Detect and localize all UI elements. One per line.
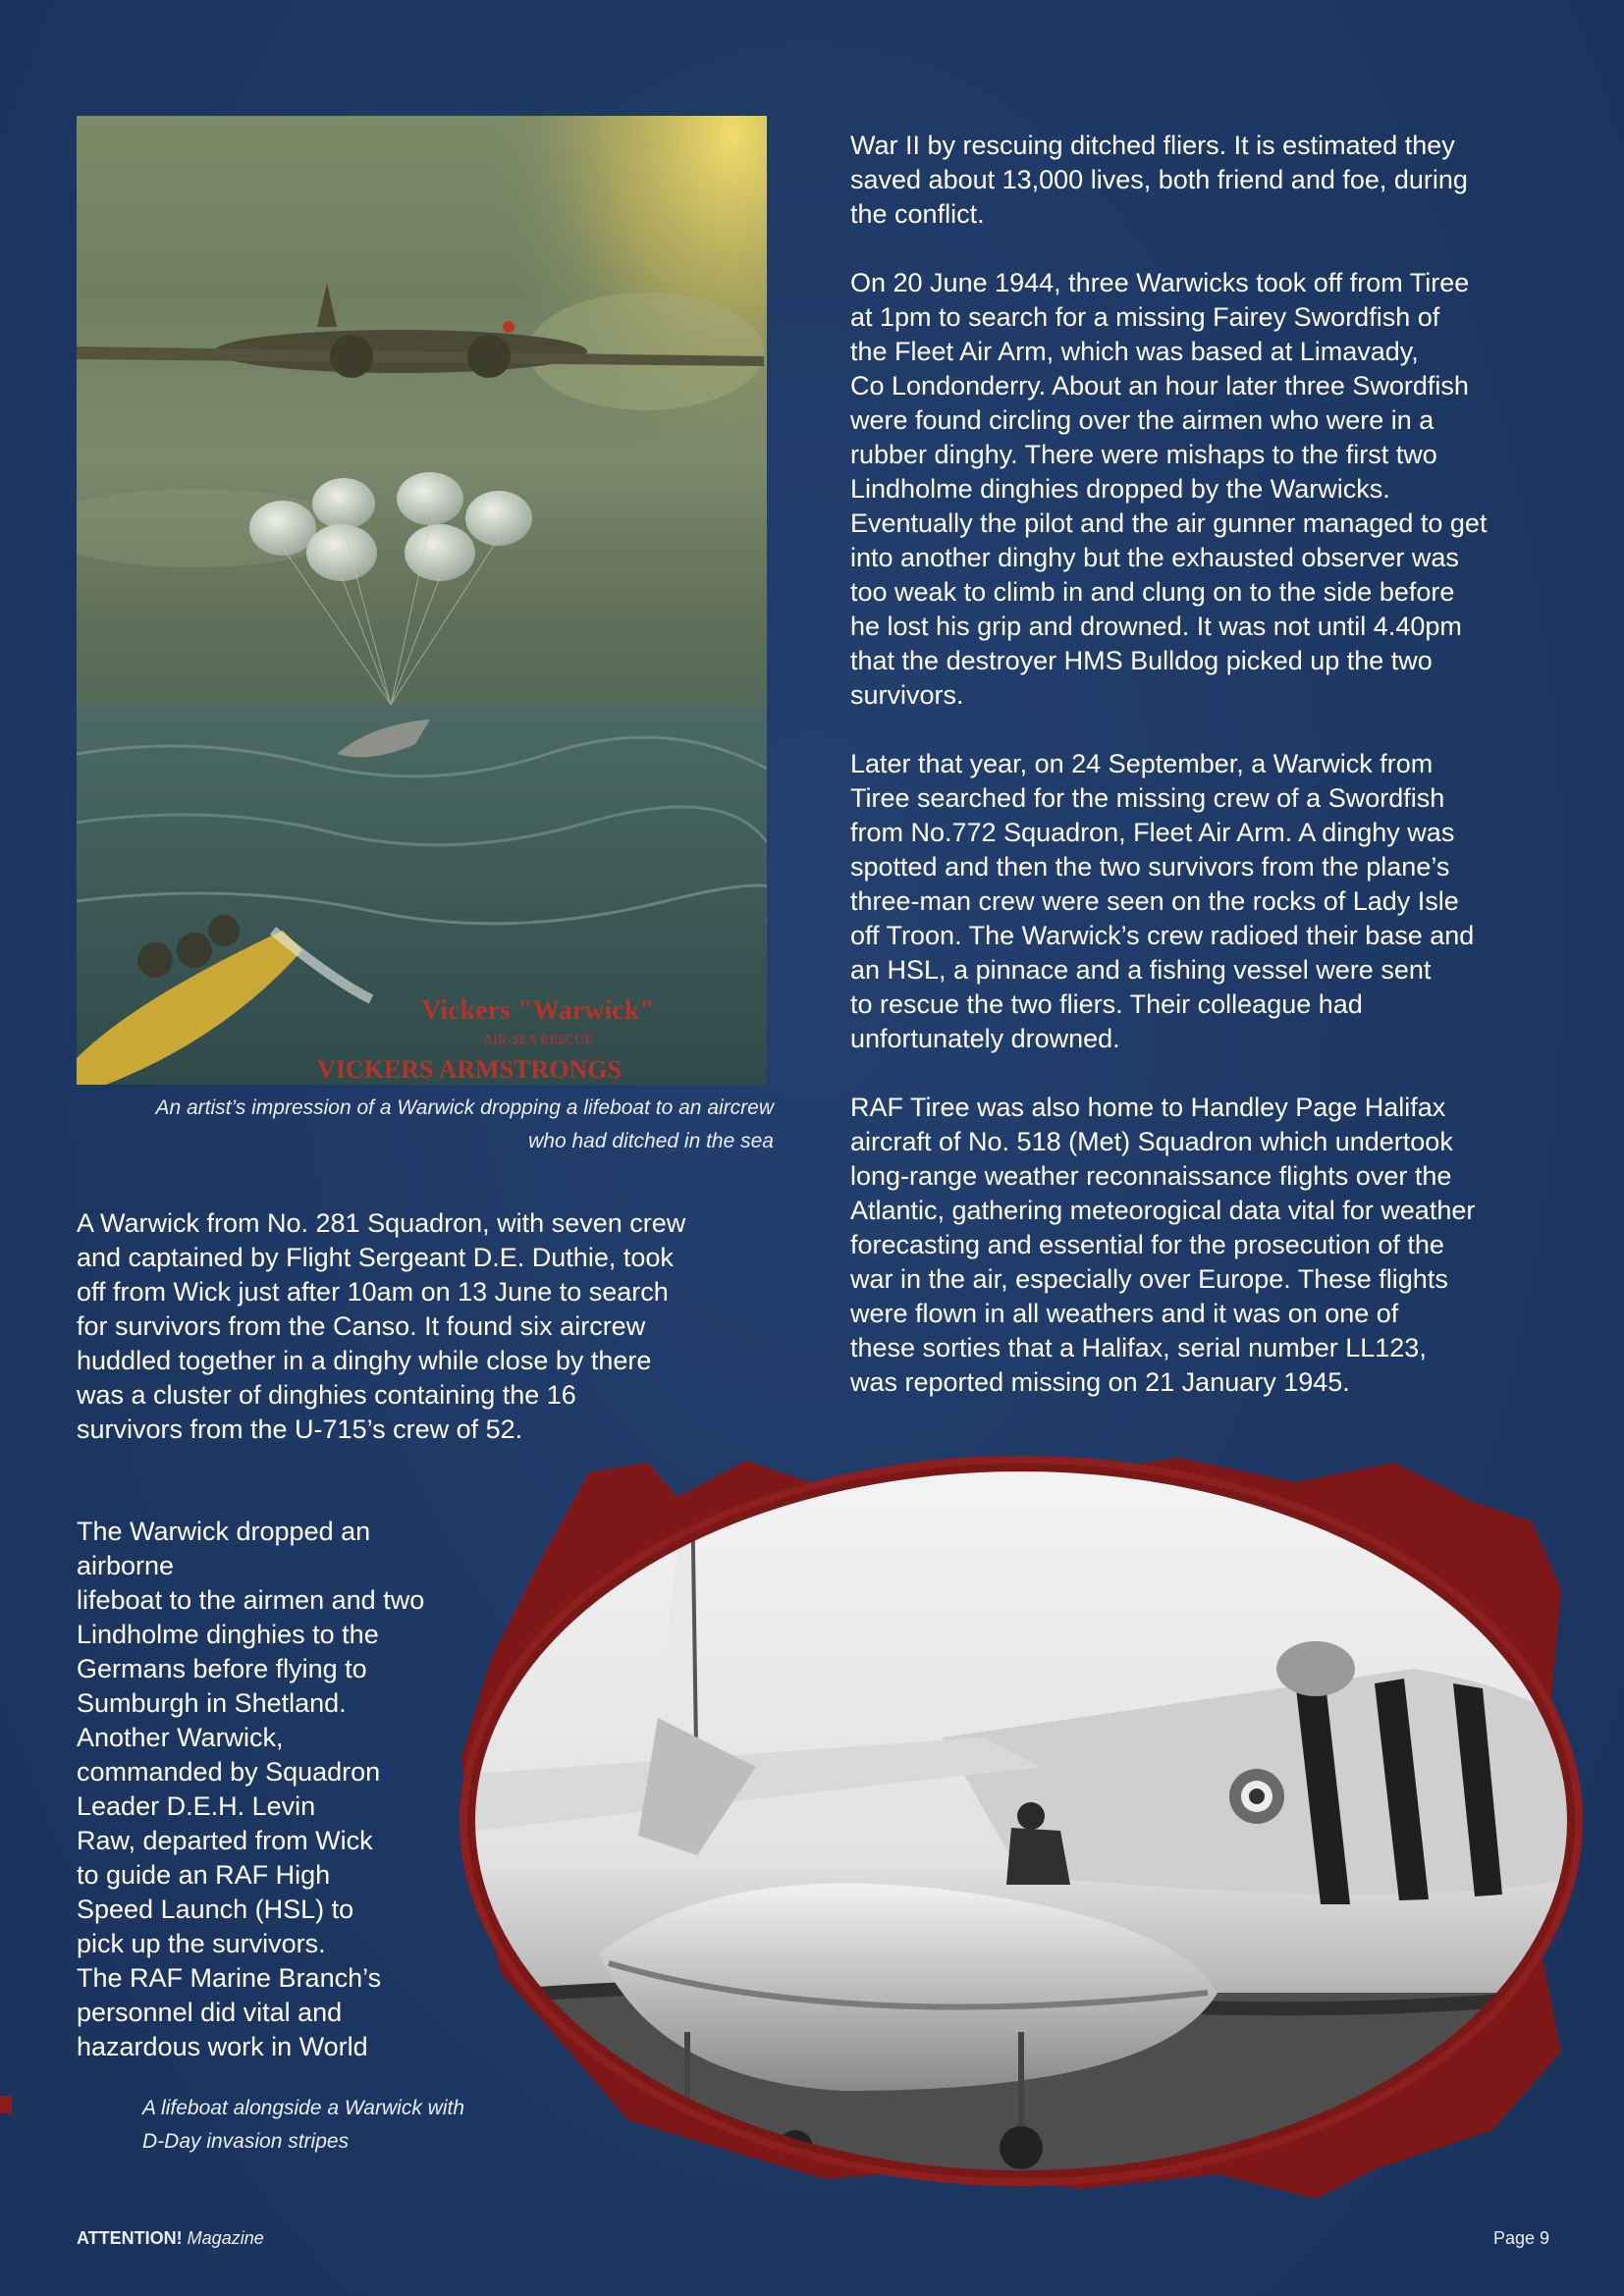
right-paragraph-4: RAF Tiree was also home to Handley Page Halifax aircraft of No. 518 (Met) Squadron which undertook long-range weather reconnaissance flights over the Atlantic, gathering meteorogical data vital for weather forecasting and essential for the prosecution of the war in the air, especially over Europe. These flights were flown in all weathers and it was on one of these sorties that a Halifax, serial number LL123, was reported missing on 21 January 1945. xyxy=(850,1093,1476,1397)
footer-magazine: Magazine xyxy=(187,2228,264,2248)
painting-signage-line2: AIR-SEA RESCUE xyxy=(483,1033,593,1047)
photo-caption-line1: A lifeboat alongside a Warwick with xyxy=(142,2097,464,2119)
photo-caption-line2: D-Day invasion stripes xyxy=(142,2130,350,2153)
left-text-block-1 xyxy=(77,1206,764,1447)
painting-signage-line3: VICKERS ARMSTRONGS xyxy=(317,1055,622,1084)
edge-decoration xyxy=(0,2096,12,2113)
painting-caption-line1: An artist’s impression of a Warwick dropping a lifeboat to an aircrew xyxy=(155,1096,774,1119)
painting-signage-line1: Vickers "Warwick" xyxy=(421,995,655,1026)
left-text-block-2 xyxy=(77,1515,469,2064)
footer-publication xyxy=(77,2228,264,2249)
page-number: Page 9 xyxy=(1492,2228,1549,2248)
painting-caption xyxy=(77,1092,774,1158)
right-paragraph-2: On 20 June 1944, three Warwicks took off from Tiree at 1pm to search for a missing Fairey Swordfish of the Fleet Air Arm, which was based at Limavady, Co Londonderry. About an hour later three Swordfish were found circling over the airmen who were in a rubber dinghy. There were mishaps to the first two Lindholme dinghies dropped by the Warwicks. Eventually the pilot and the air gunner managed to get into another dinghy but the exhausted observer was too weak to climb in and clung on to the side before he lost his grip and drowned. It was not until 4.40pm that the destroyer HMS Bulldog picked up the two survivors. xyxy=(850,268,1488,710)
footer-brand: ATTENTION! xyxy=(77,2228,183,2248)
left-paragraph-1: A Warwick from No. 281 Squadron, with seven crew and captained by Flight Sergeant D.E. Duthie, took off from Wick just after 10am on 13 June to search for survivors from the Canso. It found six aircrew huddled together in a dinghy while close by there was a cluster of dinghies containing the 16 survivors from the U-715’s crew of 52. xyxy=(77,1208,686,1444)
right-paragraph-1: War II by rescuing ditched fliers. It is estimated they saved about 13,000 lives, both friend and foe, during the conflict. xyxy=(850,131,1468,229)
photo-caption xyxy=(142,2092,555,2159)
warwick-painting-image xyxy=(77,116,767,1085)
painting-caption-line2: who had ditched in the sea xyxy=(528,1130,774,1152)
right-paragraph-3: Later that year, on 24 September, a Warwick from Tiree searched for the missing crew of a Swordfish from No.772 Squadron, Fleet Air Arm. A dinghy was spotted and then the two survivors from the plane’s three-man crew were seen on the rocks of Lady Isle off Troon. The Warwick’s crew radioed their base and an HSL, a pinnace and a fishing vessel were sent to rescue the two fliers. Their colleague had unfortunately drowned. xyxy=(850,749,1475,1053)
left-paragraph-2: The Warwick dropped an airborne lifeboat to the airmen and two Lindholme dinghies to the Germans before flying to Sumburgh in Shetland. Another Warwick, commanded by Squadron Leader D.E.H. Levin Raw, departed from Wick to guide an RAF High Speed Launch (HSL) to pick up the survivors. The RAF Marine Branch’s personnel did vital and hazardous work in World xyxy=(77,1517,425,2061)
right-text-column xyxy=(850,129,1562,1434)
lifeboat-warwick-photo xyxy=(432,1443,1591,2199)
